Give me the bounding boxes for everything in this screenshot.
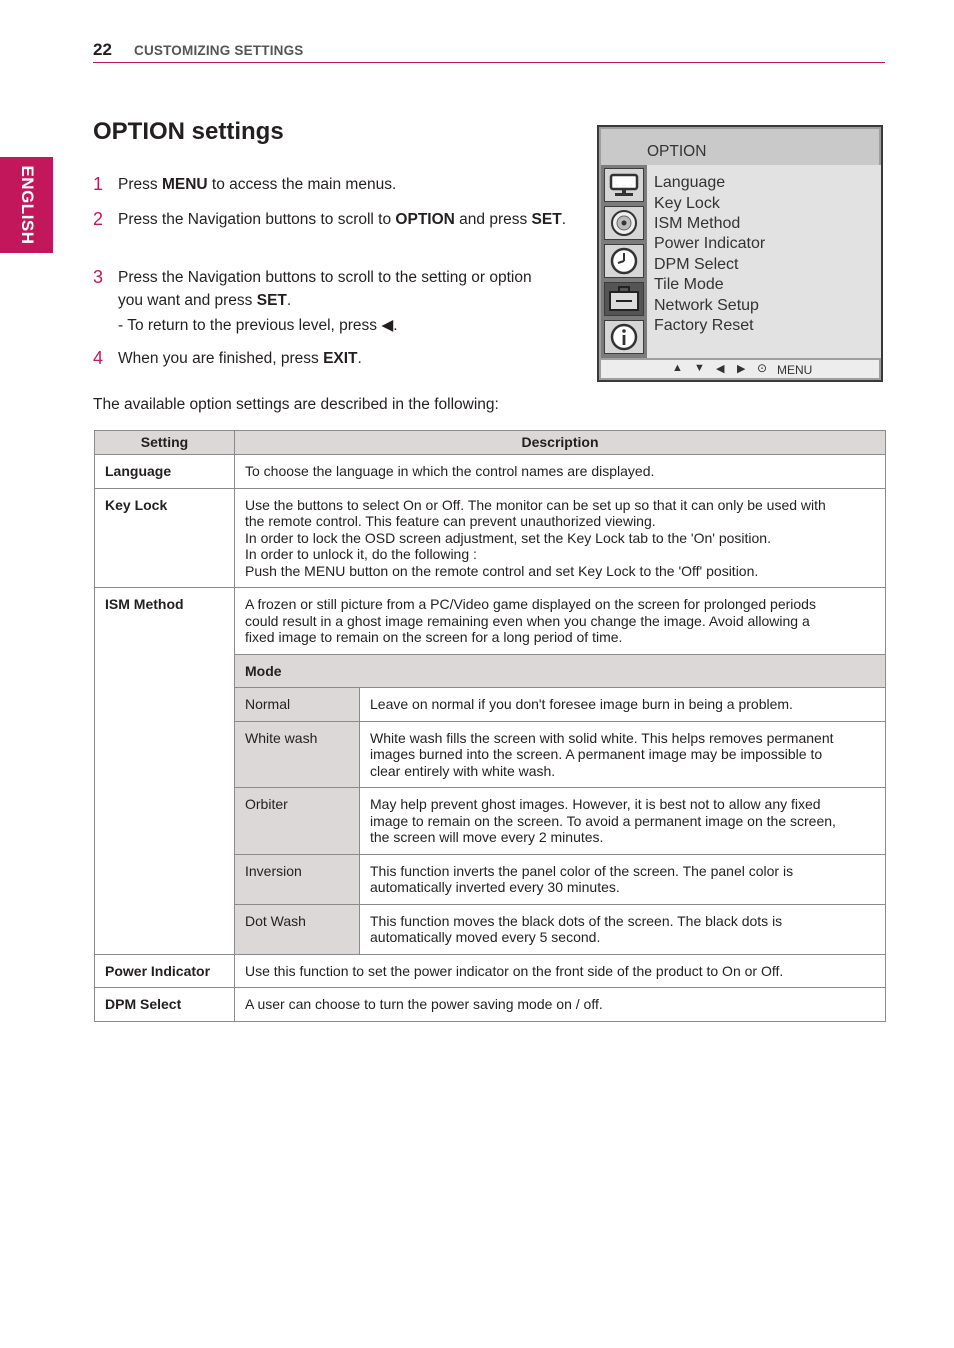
osd-item-network-setup[interactable]: Network Setup	[654, 297, 759, 314]
step-text: to access the main menus.	[207, 176, 397, 193]
description-line: May help prevent ghost images. However, it is best not to allow any fixed	[370, 796, 821, 812]
osd-item-factory-reset[interactable]: Factory Reset	[654, 317, 754, 334]
down-arrow-icon: ▼	[694, 362, 705, 374]
mode-name: Dot Wash	[235, 904, 360, 954]
setting-description: To choose the language in which the control names are displayed.	[235, 455, 886, 489]
table-row	[95, 954, 886, 988]
language-tab	[0, 157, 53, 253]
step-keyword: EXIT	[323, 350, 358, 367]
osd-title: OPTION	[647, 143, 707, 160]
osd-icon-column	[601, 165, 647, 358]
setting-name: ISM Method	[95, 588, 235, 955]
description-line: This function moves the black dots of the screen. The black dots is	[370, 912, 783, 929]
description-line: fixed image to remain on the screen for a long period of time.	[245, 629, 623, 645]
mode-description	[360, 688, 886, 722]
description-line: automatically moved every 5 second.	[370, 929, 601, 945]
osd-item-key-lock[interactable]: Key Lock	[654, 195, 720, 212]
monitor-icon[interactable]	[604, 168, 644, 202]
step-text: Press the Navigation buttons to scroll to the setting or option you want and press	[118, 269, 532, 309]
set-button-icon: ⊙	[757, 361, 768, 375]
step-number: 4	[93, 348, 104, 368]
description-line: Push the MENU button on the remote control and set Key Lock to the 'Off' position.	[245, 562, 759, 579]
description-line: In order to unlock it, do the following :	[245, 546, 477, 562]
info-icon[interactable]	[604, 320, 644, 354]
table-header-row	[95, 431, 886, 455]
step-keyword: OPTION	[395, 211, 455, 228]
description-line: A frozen or still picture from a PC/Video game displayed on the screen for prolonged periods	[245, 596, 816, 612]
step-text: .	[286, 292, 292, 309]
setting-name: Key Lock	[95, 488, 235, 588]
right-arrow-icon: ▶	[737, 363, 746, 375]
osd-menu-label: MENU	[777, 363, 813, 377]
setting-name: Power Indicator	[95, 954, 235, 988]
page-number: 22	[93, 40, 112, 59]
left-arrow-icon: ◀	[716, 363, 725, 375]
description-line: could result in a ghost image remaining even when you change the image. Avoid allowing a	[245, 612, 810, 629]
step-keyword: SET	[256, 292, 287, 309]
mode-description	[360, 854, 886, 904]
description-line: images burned into the screen. A permanent image may be impossible to	[370, 746, 823, 762]
setting-description: Use this function to set the power indicator on the front side of the product to On or Off.	[235, 954, 886, 988]
table-row	[95, 488, 886, 588]
step-keyword: MENU	[161, 176, 208, 193]
setting-name: Language	[95, 455, 235, 489]
osd-footer	[601, 360, 879, 378]
step-1	[93, 173, 568, 196]
step-text: When you are finished, press	[118, 350, 324, 367]
step-number: 1	[93, 174, 104, 194]
setting-description	[235, 488, 886, 588]
step-3	[93, 266, 568, 312]
column-header-description: Description	[235, 431, 886, 455]
column-header-setting: Setting	[95, 431, 235, 455]
toolbox-icon[interactable]	[604, 282, 644, 316]
mode-name: White wash	[235, 721, 360, 788]
step-keyword: SET	[531, 211, 562, 228]
osd-menu	[597, 125, 883, 382]
step-text: and press	[454, 211, 532, 228]
mode-header: Mode	[235, 654, 886, 688]
step-note: - To return to the previous level, press ◀.	[118, 317, 398, 334]
step-number: 2	[93, 209, 104, 229]
description-line: automatically inverted every 30 minutes.	[370, 879, 620, 895]
description-line: the remote control. This feature can prevent unauthorized viewing.	[245, 513, 656, 529]
step-text: .	[561, 211, 566, 228]
page-title: OPTION settings	[93, 118, 284, 145]
osd-item-power-indicator[interactable]: Power Indicator	[654, 235, 766, 252]
osd-title-bar	[601, 129, 879, 165]
setting-description: A user can choose to turn the power saving mode on / off.	[235, 988, 886, 1022]
osd-item-language[interactable]: Language	[654, 174, 726, 191]
description-line: clear entirely with white wash.	[370, 762, 556, 779]
osd-item-tile-mode[interactable]: Tile Mode	[654, 276, 724, 293]
table-row	[95, 988, 886, 1022]
step-text: Press the Navigation buttons to scroll to	[118, 211, 396, 228]
section-title: CUSTOMIZING SETTINGS	[134, 43, 304, 58]
setting-name: DPM Select	[95, 988, 235, 1022]
setting-description	[235, 588, 886, 655]
step-text: Press	[118, 176, 162, 193]
page-header	[93, 38, 885, 63]
description-line: the screen will move every 2 minutes.	[370, 829, 604, 845]
option-settings-table	[94, 430, 886, 1022]
table-row	[95, 588, 886, 655]
mode-name: Normal	[235, 688, 360, 722]
intro-text: The available option settings are described in the following:	[93, 396, 499, 413]
mode-name: Inversion	[235, 854, 360, 904]
description-line: In order to lock the OSD screen adjustment, set the Key Lock tab to the 'On' position.	[245, 529, 771, 546]
description-line: This function inverts the panel color of the screen. The panel color is	[370, 862, 794, 879]
description-line: Leave on normal if you don't foresee image burn in being a problem.	[370, 696, 793, 712]
clock-icon[interactable]	[604, 244, 644, 278]
step-2	[93, 208, 568, 231]
mode-description	[360, 788, 886, 855]
step-text: .	[357, 350, 362, 367]
disc-icon[interactable]	[604, 206, 644, 240]
table-row	[95, 455, 886, 489]
step-number: 3	[93, 267, 104, 287]
osd-item-ism-method[interactable]: ISM Method	[654, 215, 741, 232]
description-line: image to remain on the screen. To avoid a permanent image on the screen,	[370, 812, 836, 829]
mode-name: Orbiter	[235, 788, 360, 855]
step-4	[93, 347, 568, 370]
up-arrow-icon: ▲	[672, 362, 683, 374]
description-line: White wash fills the screen with solid white. This helps removes permanent	[370, 729, 834, 746]
language-tab-label: ENGLISH	[17, 165, 37, 245]
osd-item-dpm-select[interactable]: DPM Select	[654, 256, 739, 273]
mode-description	[360, 904, 886, 954]
description-line: Use the buttons to select On or Off. The monitor can be set up so that it can only be used with	[245, 496, 826, 513]
osd-item-list	[647, 165, 881, 358]
mode-description	[360, 721, 886, 788]
